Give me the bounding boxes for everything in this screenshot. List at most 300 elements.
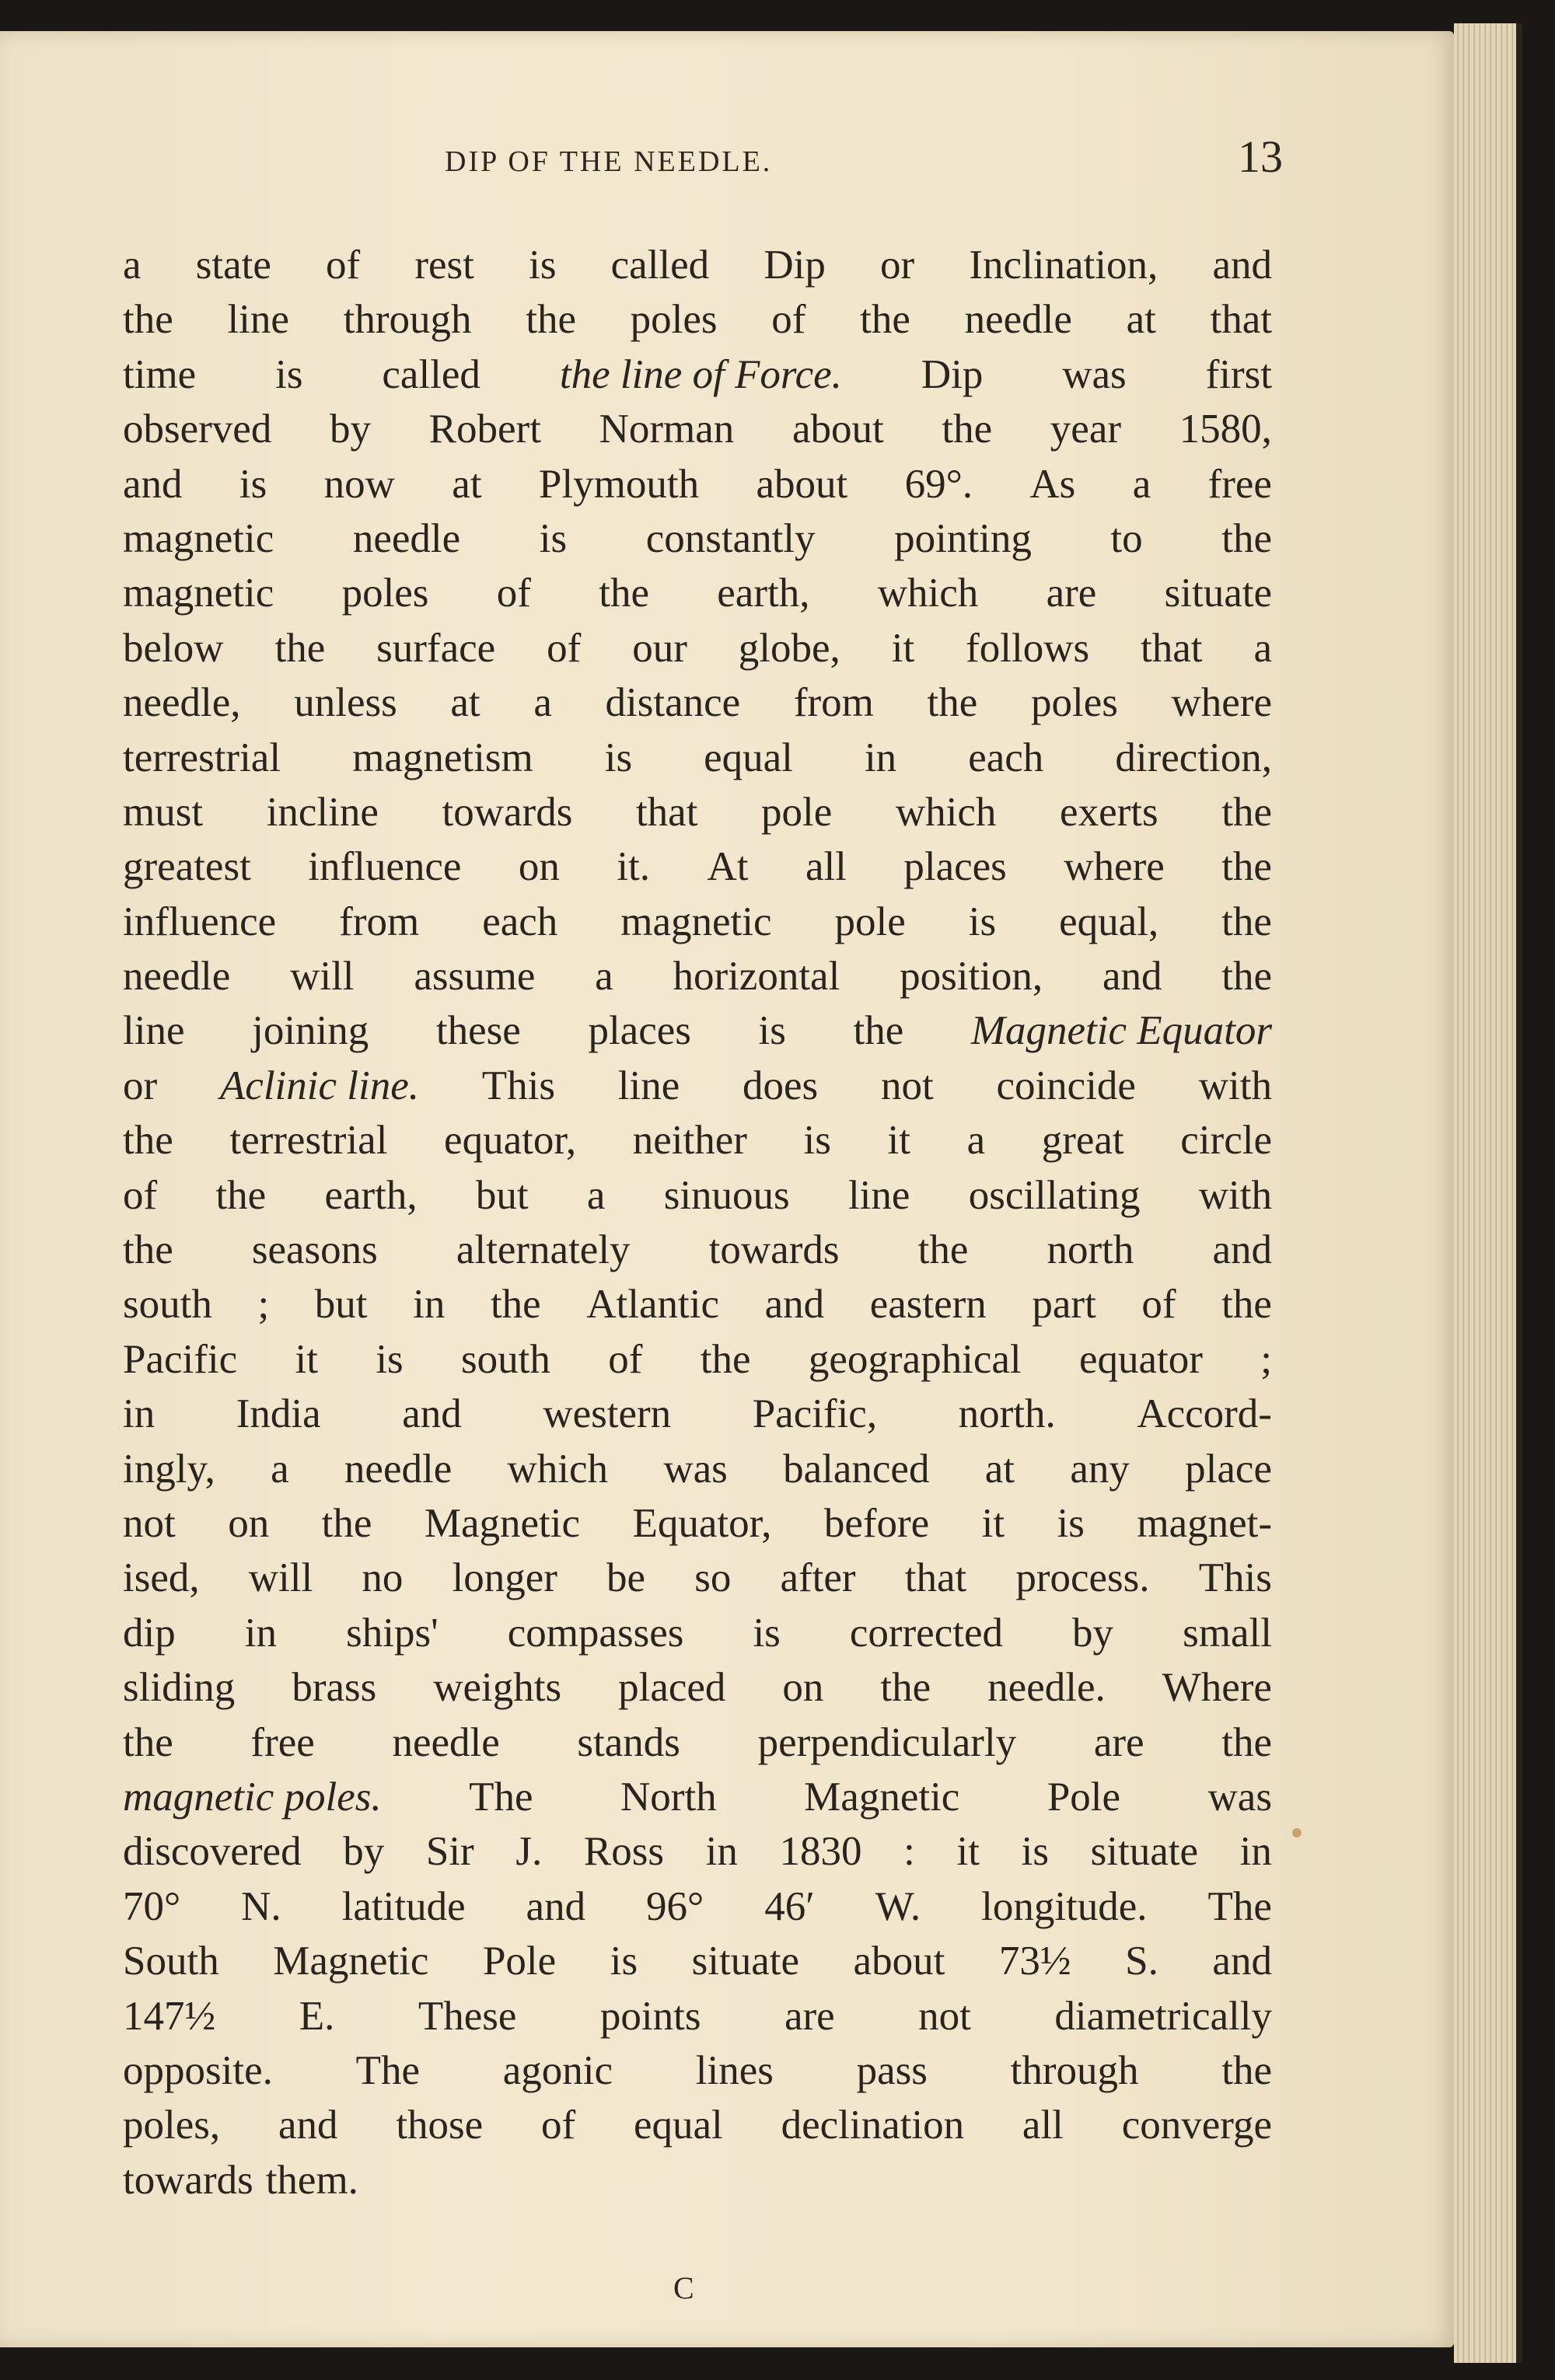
text-line xyxy=(123,566,1272,620)
word: by xyxy=(1072,1610,1114,1656)
word: north xyxy=(1047,1227,1134,1273)
word: which xyxy=(895,789,997,835)
word: south xyxy=(123,1282,212,1328)
text-line xyxy=(123,1168,1272,1223)
word: Robert xyxy=(428,407,541,452)
word: equal xyxy=(704,735,793,780)
word: or xyxy=(880,243,915,288)
word: rest xyxy=(414,243,474,288)
word: from xyxy=(793,680,874,726)
text-line xyxy=(123,1660,1272,1715)
word: a xyxy=(1253,625,1272,671)
word: a xyxy=(271,1446,289,1492)
word: or xyxy=(123,1063,158,1108)
word: 73½ xyxy=(998,1939,1071,1984)
word: to xyxy=(1110,515,1143,561)
word: the xyxy=(123,1719,173,1765)
word: 46′ xyxy=(764,1883,815,1929)
word: great xyxy=(1041,1118,1124,1164)
word: As xyxy=(1029,461,1076,507)
word: magnetic xyxy=(123,515,274,561)
word: greatest xyxy=(123,844,251,890)
word: magnet- xyxy=(1137,1500,1272,1546)
word: terrestrial xyxy=(229,1118,388,1164)
word: 70° xyxy=(123,1883,181,1929)
word: where xyxy=(1064,844,1165,890)
word: which xyxy=(507,1446,609,1492)
text-line xyxy=(123,2098,1272,2152)
word: constantly xyxy=(645,515,816,561)
word: equator, xyxy=(444,1118,577,1164)
word: are xyxy=(784,1993,835,2039)
word: of xyxy=(608,1336,643,1382)
word: These xyxy=(418,1993,517,2039)
text-line xyxy=(123,292,1272,347)
word: direction, xyxy=(1115,735,1272,780)
word: not xyxy=(123,1500,176,1546)
word: of xyxy=(326,243,361,288)
word: by xyxy=(343,1829,385,1875)
word: place xyxy=(1185,1446,1272,1492)
paper-speck xyxy=(1292,1828,1302,1837)
word: needle xyxy=(964,297,1072,343)
word: ships' xyxy=(346,1610,439,1656)
word: : xyxy=(903,1829,915,1875)
word: brass xyxy=(292,1665,377,1711)
italic-phrase: magnetic poles. xyxy=(123,1774,382,1820)
word: needle. xyxy=(987,1665,1106,1711)
word: not xyxy=(918,1993,971,2039)
word: and xyxy=(526,1883,586,1929)
word: is xyxy=(529,243,557,288)
text-line xyxy=(123,238,1272,292)
word: called xyxy=(610,243,710,288)
word: the xyxy=(321,1500,372,1546)
word: was xyxy=(1062,351,1127,397)
word: will xyxy=(290,954,355,1000)
word: pass xyxy=(856,2047,928,2093)
word: magnetism xyxy=(352,735,533,780)
word: 147½ xyxy=(123,1993,216,2039)
word: that xyxy=(1210,297,1272,343)
word: line xyxy=(227,297,289,343)
word: pointing xyxy=(894,515,1032,561)
word: about xyxy=(853,1939,945,1984)
word: joining xyxy=(252,1008,369,1054)
word: longitude. xyxy=(981,1883,1148,1929)
word: geographical xyxy=(808,1336,1022,1382)
word: a xyxy=(595,954,613,1000)
word: the xyxy=(1221,515,1272,561)
italic-phrase: the line of Force. xyxy=(559,351,842,397)
word: W. xyxy=(875,1883,921,1929)
word: Where xyxy=(1162,1665,1272,1711)
word: north. xyxy=(958,1391,1056,1437)
word: sinuous xyxy=(663,1172,790,1218)
word: is xyxy=(1021,1829,1049,1875)
text-line xyxy=(123,1442,1272,1496)
word: poles, xyxy=(123,2103,221,2148)
text-line xyxy=(123,1277,1272,1331)
word: a xyxy=(966,1118,986,1164)
text-line xyxy=(123,1551,1272,1605)
word: is xyxy=(239,461,267,507)
word: the xyxy=(274,625,326,671)
word: through xyxy=(1010,2047,1139,2093)
word: from xyxy=(339,899,420,944)
word: in xyxy=(864,735,897,780)
word: are xyxy=(1093,1719,1144,1765)
word: coincide xyxy=(996,1063,1136,1108)
word: at xyxy=(1126,297,1156,343)
word: 96° xyxy=(646,1883,704,1929)
word: ingly, xyxy=(123,1446,215,1492)
word: on xyxy=(228,1500,270,1546)
word: The xyxy=(1207,1883,1272,1929)
signature-mark: C xyxy=(673,2270,694,2305)
word: oscillating xyxy=(968,1172,1141,1218)
word: a xyxy=(1132,461,1151,507)
word: a xyxy=(586,1172,606,1218)
word: each xyxy=(968,735,1044,780)
word: of xyxy=(1141,1282,1176,1328)
word: towards xyxy=(123,2157,253,2203)
text-line xyxy=(123,1989,1272,2043)
word: ; xyxy=(257,1282,270,1328)
word: the xyxy=(1221,1719,1272,1765)
word: our xyxy=(632,625,687,671)
word: unless xyxy=(294,680,397,726)
word: situate xyxy=(691,1939,799,1984)
word: was xyxy=(1207,1774,1272,1820)
word: the xyxy=(942,407,993,452)
text-line xyxy=(123,2043,1272,2098)
word: This xyxy=(1198,1555,1272,1601)
text-line xyxy=(123,1824,1272,1879)
word: converge xyxy=(1121,2103,1272,2148)
word: about xyxy=(756,461,848,507)
word: the xyxy=(1221,954,1272,1000)
word: Pacific, xyxy=(752,1391,878,1437)
word: Norman xyxy=(599,407,735,452)
word: perpendicularly xyxy=(757,1719,1017,1765)
word: This xyxy=(481,1063,555,1108)
word: with xyxy=(1198,1172,1272,1218)
word: a xyxy=(533,680,552,726)
word: with xyxy=(1198,1063,1272,1108)
word: influence xyxy=(308,844,462,890)
word: south xyxy=(461,1336,550,1382)
running-head: DIP OF THE NEEDLE. xyxy=(445,145,773,178)
word: year xyxy=(1050,407,1121,452)
word: state xyxy=(195,243,271,288)
word: is xyxy=(753,1610,781,1656)
word: is xyxy=(604,735,633,780)
word: below xyxy=(123,625,224,671)
word: points xyxy=(599,1993,701,2039)
word: and xyxy=(402,1391,462,1437)
page-header xyxy=(124,131,1283,185)
word: the xyxy=(853,1008,904,1054)
word: balanced xyxy=(783,1446,930,1492)
word: in xyxy=(1239,1829,1272,1875)
word: line xyxy=(617,1063,680,1108)
text-line xyxy=(123,1332,1272,1387)
word: is xyxy=(758,1008,786,1054)
word: it xyxy=(887,1118,910,1164)
word: poles xyxy=(1030,680,1118,726)
italic-phrase: Aclinic line. xyxy=(219,1063,419,1108)
word: poles xyxy=(341,571,429,616)
word: stands xyxy=(577,1719,680,1765)
word: situate xyxy=(1164,571,1272,616)
text-line xyxy=(123,402,1272,456)
word: be xyxy=(606,1555,646,1601)
word: in xyxy=(244,1610,278,1656)
word: neither xyxy=(632,1118,747,1164)
word: in xyxy=(123,1391,156,1437)
word: towards xyxy=(708,1227,840,1273)
word: discovered xyxy=(123,1829,302,1875)
word: the xyxy=(917,1227,969,1273)
word: all xyxy=(1022,2103,1064,2148)
word: ised, xyxy=(123,1555,200,1601)
word: the xyxy=(1221,2047,1272,2093)
word: is xyxy=(610,1939,638,1984)
word: them. xyxy=(265,2157,358,2203)
word: was xyxy=(663,1446,728,1492)
word: globe, xyxy=(738,625,840,671)
word: it xyxy=(295,1336,318,1382)
word: surface xyxy=(376,625,496,671)
word: N. xyxy=(241,1883,281,1929)
word: of xyxy=(123,1172,158,1218)
word: that xyxy=(904,1555,967,1601)
word: assume xyxy=(414,954,536,1000)
word: the xyxy=(1221,1282,1272,1328)
word: needle xyxy=(123,954,231,1000)
word: of xyxy=(771,297,806,343)
word: the xyxy=(123,1227,173,1273)
word: and xyxy=(1212,1939,1272,1984)
word: and xyxy=(123,461,183,507)
word: but xyxy=(475,1172,529,1218)
word: J. xyxy=(515,1829,543,1875)
word: these xyxy=(435,1008,521,1054)
word: is xyxy=(1057,1500,1085,1546)
word: Plymouth xyxy=(538,461,700,507)
word: of xyxy=(547,625,582,671)
text-line xyxy=(123,1496,1272,1551)
word: the xyxy=(927,680,978,726)
word: follows xyxy=(966,625,1090,671)
word: part xyxy=(1032,1282,1096,1328)
word: Equator, xyxy=(632,1500,772,1546)
word: called xyxy=(382,351,480,397)
word: but xyxy=(314,1282,368,1328)
word: needle xyxy=(344,1446,453,1492)
word: Pole xyxy=(482,1939,557,1984)
word: eastern xyxy=(869,1282,987,1328)
word: position, xyxy=(900,954,1043,1000)
word: of xyxy=(541,2103,576,2148)
word: Magnetic xyxy=(804,1774,960,1820)
word: through xyxy=(343,297,472,343)
word: India xyxy=(236,1391,321,1437)
word: circle xyxy=(1180,1118,1272,1164)
word: influence xyxy=(123,899,277,944)
word: does xyxy=(743,1063,819,1108)
text-line xyxy=(123,1387,1272,1441)
word: sliding xyxy=(123,1665,236,1711)
word: the xyxy=(700,1336,751,1382)
word: the xyxy=(1221,789,1272,835)
word: terrestrial xyxy=(123,735,281,780)
word: in xyxy=(705,1829,738,1875)
word: North xyxy=(620,1774,717,1820)
text-line xyxy=(123,1003,1272,1058)
word: is xyxy=(803,1118,831,1164)
word: is xyxy=(376,1336,404,1382)
word: it. xyxy=(617,844,651,890)
page-number: 13 xyxy=(1238,131,1283,182)
word: observed xyxy=(123,407,272,452)
word: and xyxy=(1212,1227,1272,1273)
word: S. xyxy=(1125,1939,1158,1984)
word: distance xyxy=(605,680,741,726)
word: about xyxy=(791,407,884,452)
word: each xyxy=(482,899,558,944)
word: the xyxy=(880,1665,931,1711)
word: no xyxy=(362,1555,404,1601)
word: the xyxy=(860,297,910,343)
word: on xyxy=(782,1665,824,1711)
word: exerts xyxy=(1060,789,1158,835)
word: first xyxy=(1205,351,1272,397)
word: at xyxy=(450,680,480,726)
word: weights xyxy=(433,1665,562,1711)
word: all xyxy=(805,844,847,890)
word: The xyxy=(469,1774,533,1820)
word: and xyxy=(1212,243,1272,288)
word: placed xyxy=(618,1665,726,1711)
word: at xyxy=(452,461,482,507)
word: not xyxy=(880,1063,934,1108)
word: it xyxy=(981,1500,1005,1546)
word: equal xyxy=(634,2103,723,2148)
word: free xyxy=(250,1719,315,1765)
word: Ross xyxy=(583,1829,664,1875)
word: Inclination, xyxy=(969,243,1158,288)
word: now xyxy=(323,461,395,507)
text-line xyxy=(123,511,1272,566)
word: is xyxy=(968,899,997,944)
word: situate xyxy=(1090,1829,1198,1875)
word: the xyxy=(123,297,173,343)
word: The xyxy=(355,2047,420,2093)
word: declination xyxy=(781,2103,965,2148)
word: At xyxy=(707,844,749,890)
word: pole xyxy=(834,899,906,944)
word: and xyxy=(1102,954,1162,1000)
word: alternately xyxy=(456,1227,631,1273)
word: at xyxy=(984,1446,1015,1492)
text-line xyxy=(123,457,1272,511)
text-line xyxy=(123,2153,1272,2207)
text-line xyxy=(123,1113,1272,1167)
word: horizontal xyxy=(673,954,840,1000)
text-line xyxy=(123,347,1272,402)
word: seasons xyxy=(251,1227,378,1273)
word: Dip xyxy=(921,351,984,397)
word: where xyxy=(1171,680,1272,726)
word: are xyxy=(1046,571,1097,616)
word: Accord- xyxy=(1137,1391,1272,1437)
word: small xyxy=(1183,1610,1272,1656)
text-line xyxy=(123,1879,1272,1934)
text-line xyxy=(123,1223,1272,1277)
word: needle xyxy=(392,1719,500,1765)
text-line xyxy=(123,1059,1272,1113)
text-line xyxy=(123,1934,1272,1988)
word: is xyxy=(539,515,568,561)
word: places xyxy=(903,844,1007,890)
word: equal, xyxy=(1059,899,1159,944)
word: line xyxy=(123,1008,185,1054)
word: places xyxy=(588,1008,691,1054)
word: it xyxy=(956,1829,980,1875)
word: agonic xyxy=(502,2047,613,2093)
word: that xyxy=(635,789,698,835)
word: Dip xyxy=(764,243,826,288)
body-text xyxy=(123,238,1272,2207)
word: of xyxy=(496,571,531,616)
word: it xyxy=(891,625,915,671)
word: earth, xyxy=(324,1172,418,1218)
text-line xyxy=(123,949,1272,1003)
text-line xyxy=(123,895,1272,949)
word: and xyxy=(764,1282,825,1328)
word: 1830 xyxy=(779,1829,862,1875)
word: line xyxy=(847,1172,910,1218)
word: is xyxy=(275,351,303,397)
text-line xyxy=(123,785,1272,839)
word: any xyxy=(1070,1446,1130,1492)
word: the xyxy=(526,297,576,343)
word: longer xyxy=(452,1555,557,1601)
word: free xyxy=(1207,461,1272,507)
word: the xyxy=(1221,899,1272,944)
word: E. xyxy=(299,1993,335,2039)
word: opposite. xyxy=(123,2047,273,2093)
word: Sir xyxy=(425,1829,474,1875)
word: time xyxy=(123,351,197,397)
word: after xyxy=(780,1555,856,1601)
word: latitude xyxy=(341,1883,466,1929)
text-line xyxy=(123,1715,1272,1770)
word: the xyxy=(215,1172,267,1218)
word: so xyxy=(694,1555,732,1601)
word: 69°. xyxy=(904,461,973,507)
word: the xyxy=(1221,844,1272,890)
word: earth, xyxy=(717,571,810,616)
word: will xyxy=(248,1555,313,1601)
text-line xyxy=(123,1770,1272,1824)
word: and xyxy=(278,2103,338,2148)
word: the xyxy=(490,1282,541,1328)
word: equator xyxy=(1078,1336,1203,1382)
word: magnetic xyxy=(620,899,772,944)
